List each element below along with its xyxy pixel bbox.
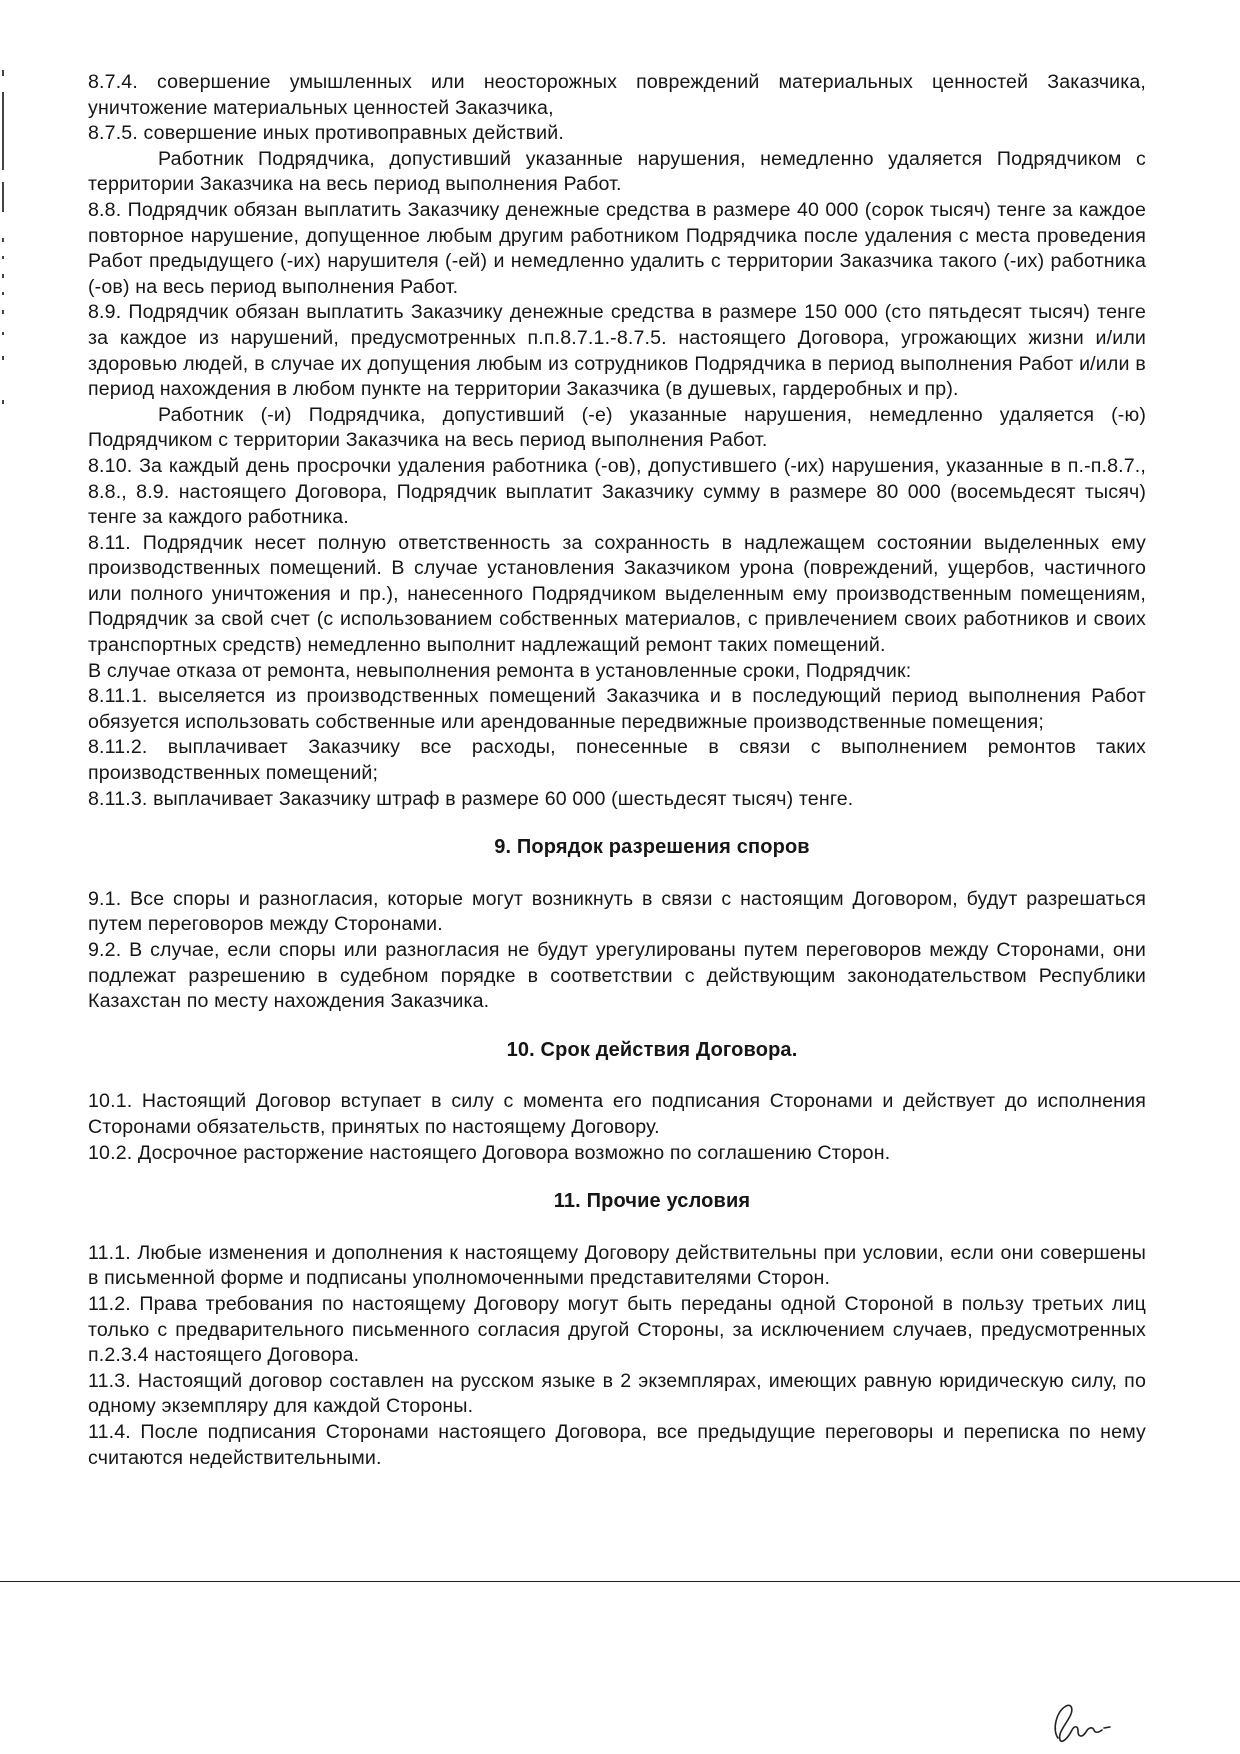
section-heading: 11. Прочие условия <box>553 1190 751 1213</box>
section-9 <box>88 812 1146 1015</box>
clause-10-2: 10.2. Досрочное расторжение настоящего Договора возможно по соглашению Сторон. <box>88 1141 891 1164</box>
clause-8-11-1: 8.11.1. выселяется из производственных помещений Заказчика и в последующий период выполнения Работ обязуется использовать собственные или арендованные передвижные производственные помещения; <box>88 685 1146 733</box>
worker-removal-paragraph: Работник (-и) Подрядчика, допустивший (-е) указанные нарушения, немедленно удаляется (-ю) Подрядчиком с территории Заказчика на весь период выполнения Работ. <box>88 403 1146 452</box>
section-8-continuation <box>88 70 1146 812</box>
section-10 <box>88 1015 1146 1166</box>
clause-11-1: 11.1. Любые изменения и дополнения к настоящему Договору действительны при условии, если они совершены в письменной форме и подписаны уполномоченными представителями Сторон. <box>88 1241 1146 1290</box>
worker-removal-paragraph: Работник Подрядчика, допустивший указанные нарушения, немедленно удаляется Подрядчиком с территории Заказчика на весь период выполнения Работ. <box>88 147 1146 196</box>
binding-margin-marks <box>0 70 12 410</box>
clause-8-9: 8.9. Подрядчик обязан выплатить Заказчику денежные средства в размере 150 000 (сто пятьдесят тысяч) тенге за каждое из нарушений, предусмотренных п.п.8.7.1.-8.7.5. настоящего Договора, угрожающих жизни и/или здоровью людей, в случае их допущения любым из сотрудников Подрядчика в период выполнения Работ и/или в период нахождения в любом пункте на территории Заказчика (в душевых, гардеробных и пр). <box>88 301 1146 401</box>
clause-8-11-2: 8.11.2. выплачивает Заказчику все расходы, понесенные в связи с выполнением ремонтов таких производственных помещений; <box>88 736 1146 785</box>
clause-11-3: 11.3. Настоящий договор составлен на русском языке в 2 экземплярах, имеющих равную юридическую силу, по одному экземпляру для каждой Стороны. <box>88 1369 1146 1418</box>
clause-9-2: 9.2. В случае, если споры или разногласия не будут урегулированы путем переговоров между Сторонами, они подлежат разрешению в судебном порядке в соответствии с действующим законодательством Республики Казахстан по месту нахождения Заказчика. <box>88 939 1146 1013</box>
clause-11-4: 11.4. После подписания Сторонами настоящего Договора, все предыдущие переговоры и переписка по нему считаются недействительными. <box>88 1420 1146 1469</box>
handwritten-initials-signature <box>1036 1700 1116 1746</box>
clause-8-10: 8.10. За каждый день просрочки удаления работника (-ов), допустившего (-их) нарушения, указанные в п.-п.8.7., 8.8., 8.9. настоящего Договора, Подрядчик выплатит Заказчику сумму в размере 80 000 (восемьдесят тысяч) тенге за каждого работника. <box>88 454 1146 529</box>
document-body <box>88 70 1146 1471</box>
clause-9-1: 9.1. Все споры и разногласия, которые могут возникнуть в связи с настоящим Договором, будут разрешаться путем переговоров между Сторонами. <box>88 887 1146 936</box>
section-heading: 9. Порядок разрешения споров <box>494 836 810 859</box>
horizontal-rule <box>0 1581 1240 1582</box>
clause-8-8: 8.8. Подрядчик обязан выплатить Заказчику денежные средства в размере 40 000 (сорок тысяч) тенге за каждое повторное нарушение, допущенное любым другим работником Подрядчика после удаления с места проведения Работ предыдущего (-их) нарушителя (-ей) и немедленно удалить с территории Заказчика такого (-их) работника (-ов) на весь период выполнения Работ. <box>88 198 1146 298</box>
clause-8-7-4: 8.7.4. совершение умышленных или неосторожных повреждений материальных ценностей Заказчика, уничтожение материальных ценностей Заказчика, <box>88 71 1146 119</box>
clause-10-1: 10.1. Настоящий Договор вступает в силу с момента его подписания Сторонами и действует до исполнения Сторонами обязательств, принятых по настоящему Договору. <box>88 1090 1146 1138</box>
clause-8-11-3: 8.11.3. выплачивает Заказчику штраф в размере 60 000 (шестьдесят тысяч) тенге. <box>88 787 854 810</box>
clause-8-7-5: 8.7.5. совершение иных противоправных действий. <box>88 122 564 145</box>
clause-8-11: 8.11. Подрядчик несет полную ответственность за сохранность в надлежащем состоянии выделенных ему производственных помещений. В случае установления Заказчиком урона (повреждений, ущербов, частичного или полного уничтожения и пр.), нанесенного Подрядчиком выделенным ему производственным помещениям, Подрядчик за свой счет (с использованием собственных материалов, с привлечением своих работников и своих транспортных средств) немедленно выполнит надлежащий ремонт таких помещений. <box>88 531 1146 657</box>
refusal-paragraph: В случае отказа от ремонта, невыполнения ремонта в установленные сроки, Подрядчик: <box>88 659 912 682</box>
section-11 <box>88 1166 1146 1471</box>
section-heading: 10. Срок действия Договора. <box>506 1038 798 1061</box>
clause-11-2: 11.2. Права требования по настоящему Договору могут быть переданы одной Стороной в пользу третьих лиц только с предварительного письменного согласия другой Стороны, за исключением случаев, предусмотренных п.2.3.4 настоящего Договора. <box>88 1292 1146 1367</box>
